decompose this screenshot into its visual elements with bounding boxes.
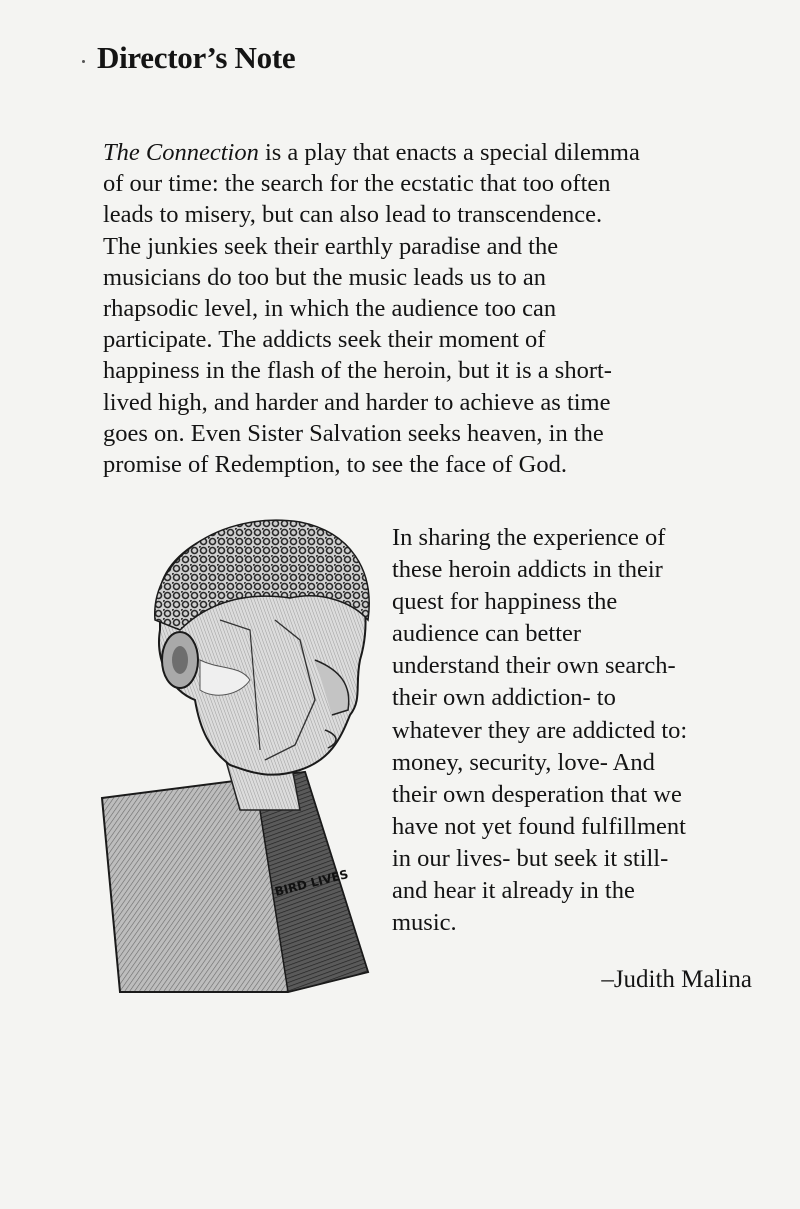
side-line: audience can better	[392, 620, 582, 648]
intro-line: happiness in the flash of the heroin, but it is a short-	[103, 357, 612, 385]
intro-line: lived high, and harder and harder to achieve as time	[103, 388, 611, 416]
intro-line: participate. The addicts seek their moment of	[103, 326, 546, 354]
intro-line: musicians do too but the music leads us to an	[103, 263, 546, 291]
side-line: music.	[392, 909, 457, 937]
side-line: whatever they are addicted to:	[392, 716, 688, 744]
side-paragraph	[392, 522, 772, 939]
intro-line: rhapsodic level, in which the audience too can	[103, 295, 557, 323]
side-line: quest for happiness the	[392, 588, 618, 616]
speck	[82, 60, 85, 63]
author-signature: –Judith Malina	[601, 966, 752, 993]
pedestal-inscription: BIRD LIVES	[273, 867, 350, 899]
side-line: have not yet found fulfillment	[392, 812, 686, 840]
intro-line-1-rest: is a play that enacts a special dilemma	[258, 139, 640, 166]
side-line: their own addiction- to	[392, 684, 616, 712]
side-line: in our lives- but seek it still-	[392, 844, 669, 872]
intro-line: promise of Redemption, to see the face of God.	[103, 451, 568, 479]
intro-line: The junkies seek their earthly paradise and the	[103, 232, 559, 260]
intro-line-1	[103, 137, 763, 168]
side-line: money, security, love- And	[392, 748, 655, 776]
page-title: Director’s Note	[97, 40, 296, 75]
bust-sculpture-illustration	[100, 510, 370, 1020]
side-line: and hear it already in the	[392, 877, 635, 905]
play-title: The Connection	[103, 139, 259, 166]
side-line: understand their own search-	[392, 652, 676, 680]
side-line: In sharing the experience of	[392, 524, 666, 551]
intro-line: goes on. Even Sister Salvation seeks heaven, in the	[103, 419, 604, 447]
side-line: these heroin addicts in their	[392, 556, 663, 584]
intro-line: of our time: the search for the ecstatic that too often	[103, 170, 611, 198]
side-line: their own desperation that we	[392, 780, 682, 808]
intro-line: leads to misery, but can also lead to transcendence.	[103, 201, 603, 229]
intro-paragraph	[103, 137, 763, 480]
bust-sculpture-icon	[100, 510, 370, 1020]
